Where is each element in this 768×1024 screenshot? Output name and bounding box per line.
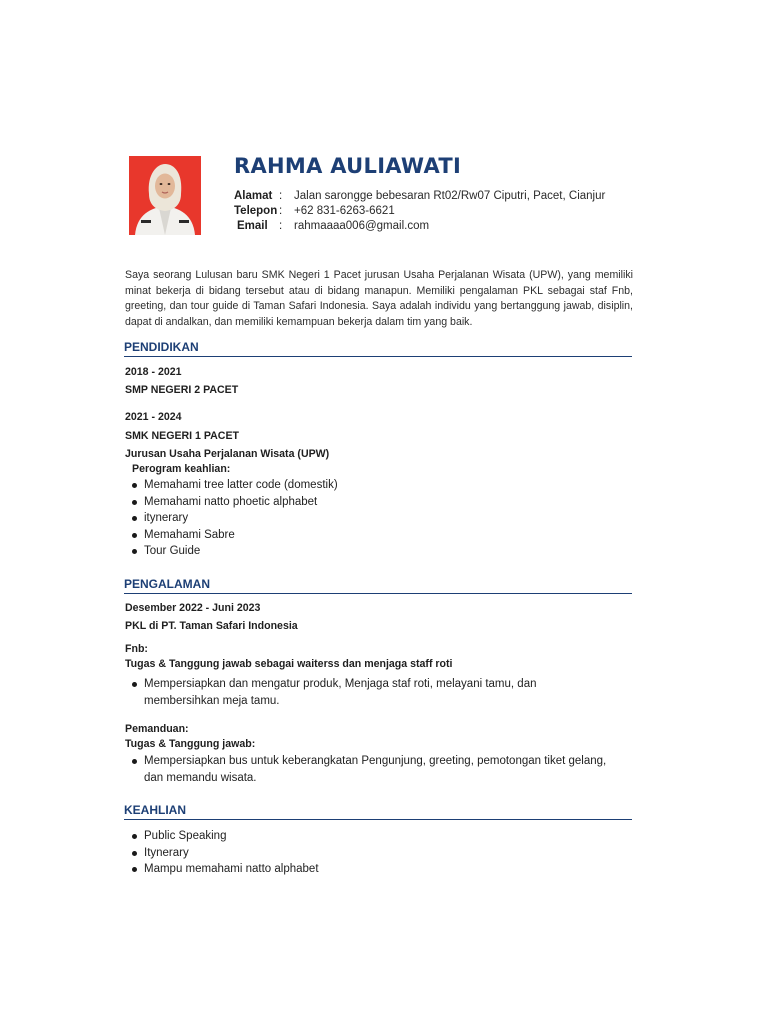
experience-heading: PENGALAMAN (124, 577, 632, 594)
colon: : (279, 190, 283, 202)
education-heading: PENDIDIKAN (124, 340, 632, 357)
experience-period: Desember 2022 - Juni 2023 (125, 602, 261, 614)
role-name: Fnb: (125, 643, 148, 655)
skills-list (127, 828, 319, 878)
list-item: Memahami Sabre (127, 527, 338, 544)
education-period: 2021 - 2024 (125, 411, 182, 423)
colon: : (279, 205, 283, 217)
role-duty: Tugas & Tanggung jawab: (125, 738, 256, 750)
education-major: Jurusan Usaha Perjalanan Wisata (UPW) (125, 448, 330, 460)
role-tasks-list (127, 753, 617, 786)
skills-heading: KEAHLIAN (124, 803, 632, 820)
colon: : (279, 220, 283, 232)
phone-value: +62 831-6263-6621 (294, 205, 395, 217)
list-item: Public Speaking (127, 828, 319, 845)
role-duty: Tugas & Tanggung jawab sebagai waiterss dan menjaga staff roti (125, 658, 453, 670)
experience-title: PKL di PT. Taman Safari Indonesia (125, 620, 298, 632)
profile-photo (129, 156, 201, 235)
list-item: Mempersiapkan bus untuk keberangkatan Pengunjung, greeting, pemotongan tiket gelang, dan memandu wisata. (127, 753, 617, 786)
address-value: Jalan sarongge bebesaran Rt02/Rw07 Ciputri, Pacet, Cianjur (294, 190, 606, 202)
program-label: Perogram keahlian: (132, 463, 231, 475)
phone-label: Telepon (234, 205, 278, 217)
address-label: Alamat (234, 190, 273, 202)
list-item: Mampu memahami natto alphabet (127, 861, 319, 878)
list-item: Memahami natto phoetic alphabet (127, 494, 338, 511)
list-item: Tour Guide (127, 543, 338, 560)
list-item: itynerary (127, 510, 338, 527)
candidate-name: RAHMA AULIAWATI (234, 154, 462, 178)
email-value[interactable]: rahmaaaa006@gmail.com (294, 220, 430, 232)
profile-summary: Saya seorang Lulusan baru SMK Negeri 1 Pacet jurusan Usaha Perjalanan Wisata (UPW), yang memiliki minat bekerja di bidang tersebut atau di bidang manapun. Memiliki pengalaman PKL sebagai staf Fnb, greeting, dan tour guide di Taman Safari Indonesia. Saya adalah individu yang bertanggung jawab, disiplin, dapat di andalkan, dan memiliki kemampuan bekerja dalam tim yang baik. (125, 269, 633, 328)
role-name: Pemanduan: (125, 723, 189, 735)
education-school: SMK NEGERI 1 PACET (125, 430, 239, 442)
education-period: 2018 - 2021 (125, 366, 182, 378)
role-tasks-list (127, 676, 547, 709)
list-item: Mempersiapkan dan mengatur produk, Menjaga staf roti, melayani tamu, dan membersihkan meja tamu. (127, 676, 547, 709)
program-skills-list (127, 477, 338, 560)
education-school: SMP NEGERI 2 PACET (125, 384, 239, 396)
email-label: Email (237, 220, 268, 232)
list-item: Memahami tree latter code (domestik) (127, 477, 338, 494)
list-item: Itynerary (127, 845, 319, 862)
